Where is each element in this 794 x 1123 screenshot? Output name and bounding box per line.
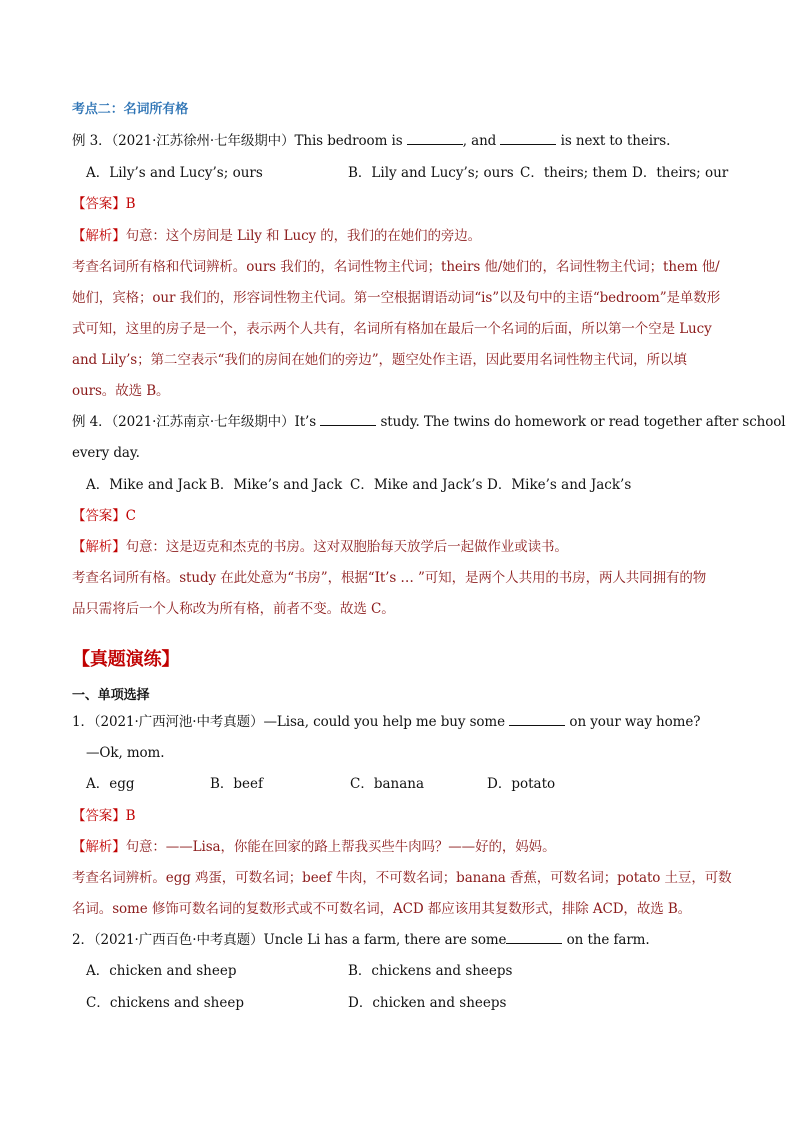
example-3-answer <box>72 193 732 215</box>
example-4-question-line2: every day. <box>72 445 140 461</box>
answer-label: 【答案】 <box>72 808 126 824</box>
question-1-reply: —Ok, mom. <box>86 745 165 761</box>
example-3-option-c: C．theirs; them <box>520 165 628 181</box>
example-4-tail: study. The twins do homework or read together after school <box>380 414 786 430</box>
example-3-mid: , and <box>462 133 497 149</box>
example-3-lead: 例 3．（2021·江苏徐州·七年级期中）This bedroom is <box>72 133 403 149</box>
example-3-analysis-line: 式可知，这里的房子是一个，表示两个人共有，名词所有格加在最后一个名词的后面，所以第一个空是 Lucy <box>72 321 712 337</box>
question-2-option-b: B．chickens and sheeps <box>348 963 513 979</box>
example-3-option-b: B．Lily and Lucy’s; ours <box>348 165 514 181</box>
answer-label: 【答案】 <box>72 508 126 524</box>
answer-value: B <box>125 808 136 824</box>
question-2-option-d: D．chicken and sheeps <box>348 995 507 1011</box>
question-2-option-c: C．chickens and sheep <box>86 995 244 1011</box>
question-2-lead: 2．（2021·广西百色·中考真题）Uncle Li has a farm, there are some <box>72 932 507 948</box>
example-4-option-a: A．Mike and Jack <box>86 477 207 493</box>
analysis-label: 【解析】 <box>72 228 126 244</box>
answer-value: B <box>125 196 136 212</box>
question-2-tail: on the farm. <box>566 932 650 948</box>
question-1-lead: 1．（2021·广西河池·中考真题）—Lisa, could you help me buy some <box>72 714 506 730</box>
example-4-answer <box>72 505 732 527</box>
example-4-option-b: B．Mike’s and Jack <box>210 477 343 493</box>
example-3-option-d: D．theirs; our <box>632 165 729 181</box>
example-4-question <box>72 411 786 433</box>
analysis-text: 句意：这个房间是 Lily 和 Lucy 的，我们的在她们的旁边。 <box>125 228 482 244</box>
answer-blank <box>509 713 565 726</box>
example-3-question <box>72 130 732 152</box>
example-4-analysis-line: 考查名词所有格。study 在此处意为“书房”，根据“It’s … ”可知，是两个人共用的书房，两人共同拥有的物 <box>72 570 707 586</box>
example-3-analysis-line: and Lily’s；第二空表示“我们的房间在她们的旁边”，题空处作主语，因此要用名词性物主代词，所以填 <box>72 352 687 368</box>
question-1 <box>72 711 732 733</box>
question-1-analysis-line <box>72 836 732 858</box>
analysis-text: 句意：——Lisa，你能在回家的路上帮我买些牛肉吗？——好的，妈妈。 <box>125 839 556 855</box>
question-1-answer <box>72 805 732 827</box>
example-3-analysis-line: ours。故选 B。 <box>72 383 170 399</box>
example-4-analysis-line <box>72 536 732 558</box>
question-1-analysis-line: 名词。some 修饰可数名词的复数形式或不可数名词，ACD 都应该用其复数形式，排除 ACD，故选 B。 <box>72 901 692 917</box>
example-3-option-a: A．Lily’s and Lucy’s; ours <box>86 165 263 181</box>
analysis-label: 【解析】 <box>72 839 126 855</box>
example-4-option-c: C．Mike and Jack’s <box>350 477 483 493</box>
answer-value: C <box>125 508 136 524</box>
answer-blank <box>506 931 562 944</box>
example-4-lead: 例 4．（2021·江苏南京·七年级期中）It’s <box>72 414 317 430</box>
analysis-label: 【解析】 <box>72 539 126 555</box>
example-4-analysis-line: 品只需将后一个人称改为所有格，前者不变。故选 C。 <box>72 601 395 617</box>
example-3-analysis-line: 她们，宾格；our 我们的，形容词性物主代词。第一空根据谓语动词“is”以及句中的主语“bedroom”是单数形 <box>72 290 721 306</box>
example-3-analysis-line <box>72 225 732 247</box>
example-3-analysis-line: 考查名词所有格和代词辨析。ours 我们的，名词性物主代词；theirs 他/她们的，名词性物主代词；them 他/ <box>72 259 720 275</box>
question-2-option-a: A．chicken and sheep <box>86 963 237 979</box>
answer-blank <box>320 413 376 426</box>
answer-blank <box>407 132 463 145</box>
section-heading: 考点二：名词所有格 <box>72 102 189 117</box>
question-1-option-a: A．egg <box>86 776 135 792</box>
answer-blank <box>500 132 556 145</box>
practice-header: 【真题演练】 <box>72 649 180 670</box>
question-1-tail: on your way home? <box>569 714 701 730</box>
example-3-tail: is next to theirs. <box>560 133 671 149</box>
answer-label: 【答案】 <box>72 196 126 212</box>
question-1-option-b: B．beef <box>210 776 264 792</box>
question-1-analysis-line: 考查名词辨析。egg 鸡蛋，可数名词；beef 牛肉，不可数名词；banana 香蕉，可数名词；potato 土豆，可数 <box>72 870 732 886</box>
analysis-text: 句意：这是迈克和杰克的书房。这对双胞胎每天放学后一起做作业或读书。 <box>125 539 568 555</box>
question-1-option-c: C．banana <box>350 776 425 792</box>
question-2 <box>72 929 732 951</box>
question-1-option-d: D．potato <box>487 776 556 792</box>
section-single-choice: 一、单项选择 <box>72 688 150 703</box>
example-4-option-d: D．Mike’s and Jack’s <box>487 477 632 493</box>
